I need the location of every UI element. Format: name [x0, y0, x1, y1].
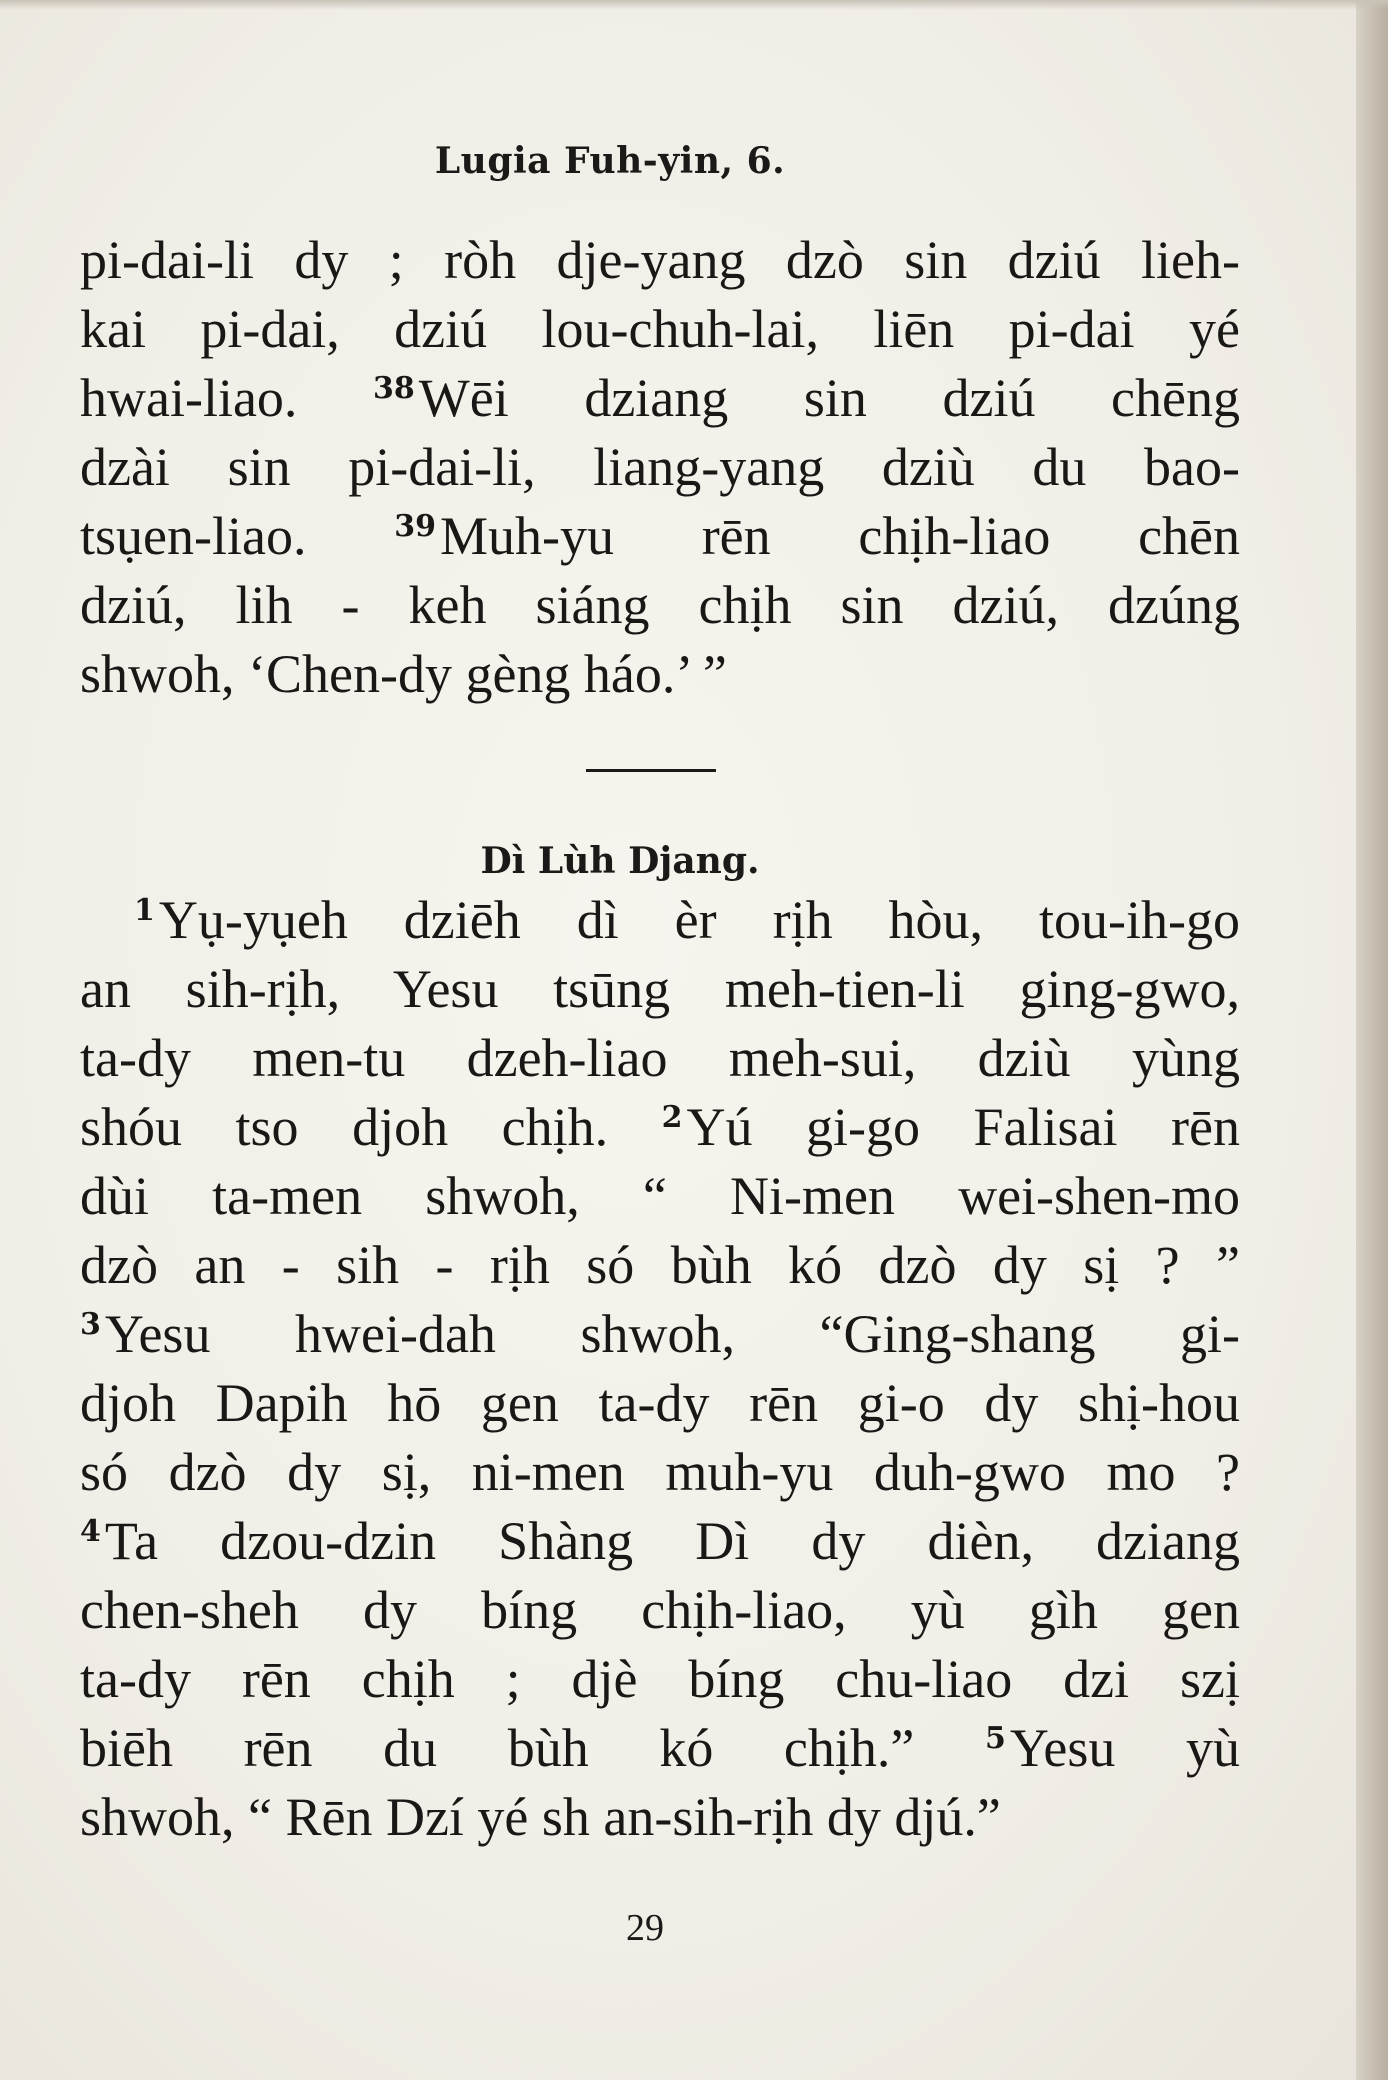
text-line: dzò an - sih - rịh só bùh kó dzò dy sị ? ” — [80, 1235, 1240, 1295]
page-top-shadow — [0, 0, 1388, 10]
text-line: shwoh, ‘Chen-dy gèng háo.’ ” — [80, 644, 727, 704]
page-number: 29 — [626, 1907, 664, 1949]
verse-number: 39 — [394, 509, 436, 544]
line-fragment: tsụen-liao. — [80, 506, 307, 566]
verse-number: 1 — [134, 893, 155, 928]
verse-number: 2 — [661, 1100, 683, 1135]
line-fragment: Yụ-yụeh dziēh dì èr rịh hòu, tou-ih-go — [158, 890, 1240, 950]
line-fragment: Yesu yù — [1009, 1718, 1241, 1778]
text-line — [80, 502, 1240, 571]
line-fragment: Yesu hwei-dah shwoh, “Ging-shang gi- — [104, 1304, 1240, 1364]
verse-number: 38 — [373, 371, 415, 406]
line-fragment: Wēi dziang sin dziú chēng — [418, 368, 1240, 428]
text-line: an sih-rịh, Yesu tsūng meh-tien-li ging-gwo, — [80, 959, 1240, 1019]
text-line — [80, 1507, 1240, 1576]
chapter-heading: Dì Lùh Djang. — [480, 840, 760, 882]
verse-number: 5 — [984, 1721, 1006, 1756]
text-line: pi-dai-li dy ; ròh dje-yang dzò sin dziú lieh- — [80, 230, 1240, 290]
text-line: djoh Dapih hō gen ta-dy rēn gi-o dy shị-hou — [80, 1373, 1240, 1433]
line-fragment: Ta dzou-dzin Shàng Dì dy dièn, dziang — [104, 1511, 1240, 1571]
text-line — [80, 1300, 1240, 1369]
chapter-text — [80, 886, 1240, 1852]
text-line: só dzò dy sị, ni-men muh-yu duh-gwo mo ? — [80, 1442, 1240, 1502]
text-line: dziú, lih - keh siáng chịh sin dziú, dzúng — [80, 575, 1240, 635]
line-fragment: shóu tso djoh chịh. — [80, 1097, 609, 1157]
text-line: kai pi-dai, dziú lou-chuh-lai, liēn pi-dai yé — [80, 299, 1240, 359]
section-divider — [586, 769, 716, 772]
page-edge-shadow — [1356, 0, 1388, 2080]
verse-number: 3 — [80, 1307, 101, 1342]
text-line — [80, 364, 1240, 433]
line-fragment: biēh rēn du bùh kó chịh.” — [80, 1718, 915, 1778]
passage-continuation — [80, 226, 1240, 709]
text-line: dùi ta-men shwoh, “ Ni-men wei-shen-mo — [80, 1166, 1240, 1226]
line-fragment: Muh-yu rēn chịh-liao chēn — [439, 506, 1241, 566]
line-fragment: hwai-liao. — [80, 368, 298, 428]
text-line: chen-sheh dy bíng chịh-liao, yù gìh gen — [80, 1580, 1240, 1640]
text-line — [80, 1093, 1240, 1162]
text-line — [80, 1714, 1240, 1783]
text-line: ta-dy rēn chịh ; djè bíng chu-liao dzi szị — [80, 1649, 1240, 1709]
text-line: shwoh, “ Rēn Dzí yé sh an-sih-rịh dy djú.” — [80, 1787, 1001, 1847]
running-head: Lugia Fuh-yin, 6. — [434, 140, 786, 182]
text-line: dzài sin pi-dai-li, liang-yang dziù du bao- — [80, 437, 1240, 497]
verse-number: 4 — [80, 1514, 101, 1549]
line-fragment: Yú gi-go Falisai rēn — [686, 1097, 1240, 1157]
text-line — [80, 886, 1240, 955]
text-line: ta-dy men-tu dzeh-liao meh-sui, dziù yùng — [80, 1028, 1240, 1088]
